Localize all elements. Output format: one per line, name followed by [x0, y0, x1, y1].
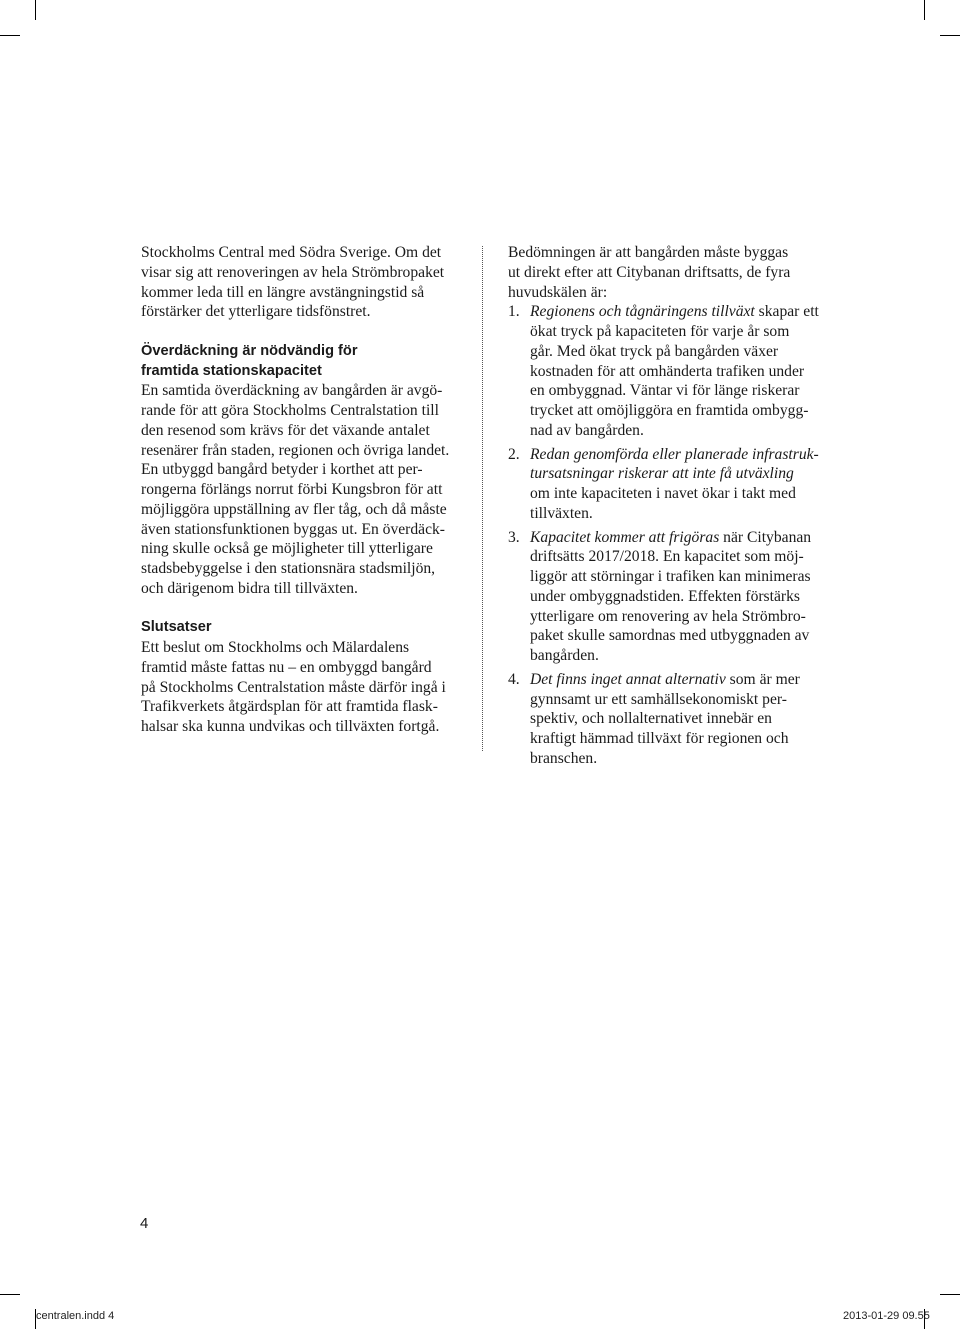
- text-line: huvudskälen är:: [508, 283, 608, 301]
- emphasis: tursatsningar riskerar att inte få utväxling: [530, 465, 794, 483]
- text-line: kostnaden för att omhänderta trafiken under: [530, 362, 805, 380]
- intro-paragraph: [141, 243, 473, 322]
- text-line: framtid måste fattas nu – en ombyggd bangård: [141, 658, 432, 676]
- text-line: möjliggöra uppställning av fler tåg, och då måste: [141, 500, 447, 518]
- text-line: En utbyggd bangård betyder i korthet att per-: [141, 461, 423, 479]
- text-line: Trafikverkets åtgärdsplan för att framtida flask-: [141, 698, 438, 716]
- list-number: 2.: [508, 445, 520, 463]
- text-line: visar sig att renoveringen av hela Strömbropaket: [141, 263, 445, 281]
- text-line: En samtida överdäckning av bangården är avgö-: [141, 382, 443, 400]
- text-line: Ett beslut om Stockholms och Mälardalens: [141, 639, 410, 656]
- text-line: nad av bangården.: [530, 421, 644, 439]
- text-line: liggör att störningar i trafiken kan minimeras: [530, 568, 811, 585]
- list-item: [508, 445, 828, 524]
- crop-mark-top-right-horizontal: [940, 35, 960, 36]
- text-line: resenärer från staden, regionen och övriga landet.: [141, 441, 450, 459]
- list-item: [508, 302, 828, 440]
- text-line: Kapacitet kommer att frigöras när Citybanan: [530, 528, 812, 546]
- text-line: en ombyggnad. Väntar vi för länge riskerar: [530, 382, 800, 400]
- slug-timestamp: 2013-01-29 09.55: [843, 1310, 930, 1322]
- text-line: Det finns inget annat alternativ som är mer: [530, 670, 800, 688]
- section-body: [141, 381, 473, 598]
- text-line: paket skulle samordnas med utbyggnaden av: [530, 627, 810, 645]
- text-line: branschen.: [530, 749, 598, 767]
- emphasis: Redan genomförda eller planerade infrastruk-: [530, 445, 819, 463]
- crop-mark-bottom-right-horizontal: [940, 1294, 960, 1295]
- text-line: driftsätts 2017/2018. En kapacitet som möj-: [530, 548, 804, 566]
- crop-mark-top-left-vertical: [35, 0, 36, 20]
- section-body: [141, 638, 473, 737]
- text-line: Regionens och tågnäringens tillväxt skapar ett: [530, 303, 819, 321]
- text-line: kraftigt hämmad tillväxt för regionen och: [530, 730, 789, 747]
- text-line: på Stockholms Centralstation måste därför ingå i: [141, 678, 446, 696]
- heading-line: Överdäckning är nödvändig för: [141, 342, 358, 359]
- heading-line: framtida stationskapacitet: [141, 362, 322, 379]
- emphasis: Regionens och tågnäringens tillväxt: [530, 303, 755, 321]
- crop-mark-top-left-horizontal: [0, 35, 20, 36]
- column-divider: [482, 246, 483, 751]
- text-line: rande för att göra Stockholms Centralstation till: [141, 402, 439, 419]
- emphasis: Kapacitet kommer att frigöras: [530, 528, 720, 546]
- intro-paragraph: [508, 243, 828, 302]
- list-number: 4.: [508, 670, 520, 688]
- text-line: [530, 445, 828, 465]
- section-heading: Slutsatser: [141, 619, 212, 636]
- text-line: spektiv, och nollalternativet innebär en: [530, 710, 772, 728]
- slug-filename: centralen.indd 4: [36, 1310, 115, 1322]
- text-line: rongerna förlängs norrut förbi Kungsbron för att: [141, 481, 443, 498]
- text-line: ökat tryck på kapaciteten för varje år som: [530, 323, 790, 340]
- list-number: 3.: [508, 528, 520, 546]
- text-line: och därigenom bidra till tillväxten.: [141, 579, 358, 597]
- text-line: förstärker det ytterligare tidsfönstret.: [141, 303, 371, 321]
- crop-mark-bottom-left-horizontal: [0, 1294, 20, 1295]
- text-line: går. Med ökat tryck på bangården växer: [530, 342, 779, 360]
- text-line: Stockholms Central med Södra Sverige. Om det: [141, 244, 442, 261]
- section-heading: [141, 342, 473, 382]
- text-line: [530, 464, 828, 484]
- text-line: trycket att omöjliggöra en framtida ombygg-: [530, 402, 809, 419]
- text-line: den resenod som krävs för det växande antalet: [141, 421, 430, 439]
- left-column: [141, 243, 473, 737]
- text-line: om inte kapaciteten i navet ökar i takt med: [530, 485, 796, 502]
- text-line: tillväxten.: [530, 504, 593, 522]
- text-line: stadsbebyggelse i den stationsnära stadsmiljön,: [141, 560, 436, 577]
- list-number: 1.: [508, 303, 520, 321]
- text-line: ut direkt efter att Citybanan driftsatts, de fyra: [508, 263, 791, 281]
- emphasis: Det finns inget annat alternativ: [530, 670, 726, 688]
- text-line: halsar ska kunna undvikas och tillväxten fortgå.: [141, 718, 440, 735]
- page-number: 4: [140, 1215, 149, 1232]
- text-line: ning skulle också ge möjligheter till ytterligare: [141, 540, 433, 558]
- text-line: även stationsfunktionen byggas ut. En överdäck-: [141, 520, 446, 538]
- right-column: [508, 243, 828, 769]
- text-line: under ombyggnadstiden. Effekten förstärks: [530, 587, 800, 605]
- text-line: Bedömningen är att bangården måste byggas: [508, 244, 789, 261]
- text-line: ytterligare om renovering av hela Strömbro-: [530, 607, 806, 625]
- text-line: kommer leda till en längre avstängningstid så: [141, 283, 425, 301]
- list-item: [508, 670, 828, 769]
- crop-mark-top-right-vertical: [924, 0, 925, 20]
- text-line: gynnsamt ur ett samhällsekonomiskt per-: [530, 690, 787, 708]
- text-line: bangården.: [530, 647, 599, 664]
- list-item: [508, 528, 828, 666]
